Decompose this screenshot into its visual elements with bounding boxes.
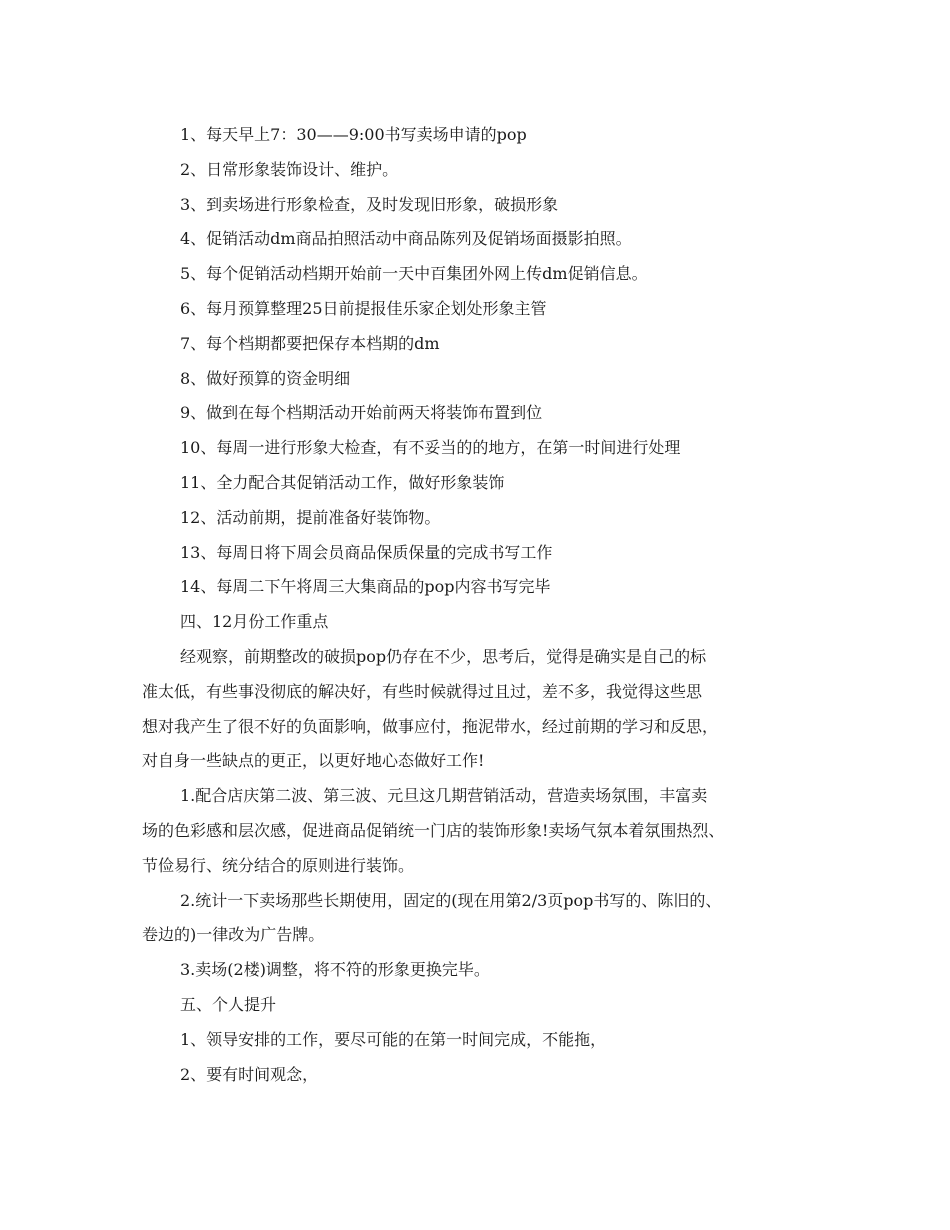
list-item: 9、做到在每个档期活动开始前两天将装饰布置到位 <box>180 403 543 423</box>
list-item: 6、每月预算整理25日前提报佳乐家企划处形象主管 <box>180 298 547 318</box>
paragraph-line: 对自身一些缺点的更正，以更好地心态做好工作! <box>142 751 485 771</box>
list-item: 14、每周二下午将周三大集商品的pop内容书写完毕 <box>180 577 551 597</box>
document-body <box>142 118 822 1092</box>
section-heading-improvement: 五、个人提升 <box>180 994 277 1014</box>
list-item: 12、活动前期，提前准备好装饰物。 <box>180 507 441 527</box>
paragraph-line: 经观察，前期整改的破损pop仍存在不少，思考后，觉得是确实是自己的标 <box>180 646 707 666</box>
list-item: 11、全力配合其促销活动工作，做好形象装饰 <box>180 472 505 492</box>
paragraph-line: 3.卖场(2楼)调整，将不符的形象更换完毕。 <box>180 960 490 980</box>
list-item: 3、到卖场进行形象检查，及时发现旧形象，破损形象 <box>180 194 559 214</box>
list-item: 1、领导安排的工作，要尽可能的在第一时间完成，不能拖， <box>180 1029 607 1049</box>
paragraph-line: 准太低，有些事没彻底的解决好，有些时候就得过且过，差不多，我觉得这些思 <box>142 681 703 701</box>
list-item: 2、日常形象装饰设计、维护。 <box>180 159 399 179</box>
paragraph-line: 节俭易行、统分结合的原则进行装饰。 <box>142 855 415 875</box>
list-item: 2、要有时间观念， <box>180 1064 319 1084</box>
list-item: 4、促销活动dm商品拍照活动中商品陈列及促销场面摄影拍照。 <box>180 229 632 249</box>
paragraph-line: 2.统计一下卖场那些长期使用，固定的(现在用第2/3页pop书写的、陈旧的、 <box>180 890 722 910</box>
section-heading-focus: 四、12月份工作重点 <box>180 612 329 632</box>
paragraph-line: 场的色彩感和层次感，促进商品促销统一门店的装饰形象!卖场气氛本着氛围热烈、 <box>142 820 725 840</box>
paragraph-line: 想对我产生了很不好的负面影响，做事应付，拖泥带水，经过前期的学习和反思， <box>142 716 719 736</box>
list-item: 8、做好预算的资金明细 <box>180 368 351 388</box>
paragraph-line: 卷边的)一律改为广告牌。 <box>142 925 325 945</box>
list-item: 10、每周一进行形象大检查，有不妥当的的地方，在第一时间进行处理 <box>180 438 681 458</box>
paragraph-line: 1.配合店庆第二波、第三波、元旦这几期营销活动，营造卖场氛围，丰富卖 <box>180 786 708 806</box>
list-item: 1、每天早上7：30——9:00书写卖场申请的pop <box>180 125 527 144</box>
list-item: 5、每个促销活动档期开始前一天中百集团外网上传dm促销信息。 <box>180 264 648 284</box>
list-item: 13、每周日将下周会员商品保质保量的完成书写工作 <box>180 542 553 562</box>
list-item: 7、每个档期都要把保存本档期的dm <box>180 333 440 353</box>
